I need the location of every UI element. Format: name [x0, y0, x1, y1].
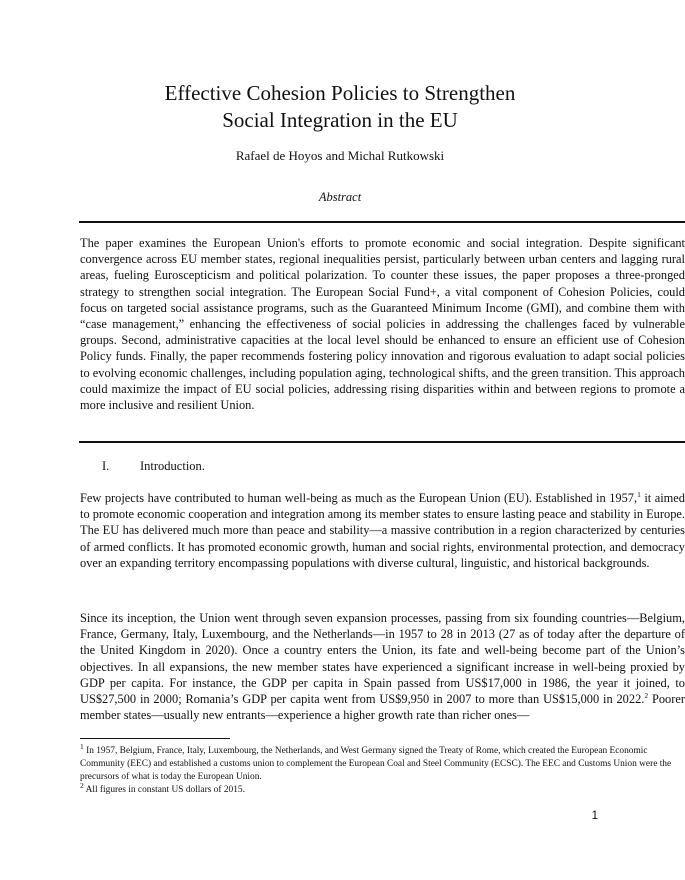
footnote-2-marker: 2 — [80, 780, 84, 790]
title-line-2: Social Integration in the EU — [222, 108, 458, 132]
abstract-heading: Abstract — [318, 190, 362, 204]
section-number: I. — [102, 459, 110, 473]
footnotes — [80, 741, 685, 797]
title-line-1: Effective Cohesion Policies to Strengthen — [164, 81, 516, 105]
paragraph-2-text-b: Poorer member states—usually new entrants—experience a higher growth rate than richer ones— — [80, 692, 685, 723]
footnote-2-text: All figures in constant US dollars of 2015. — [83, 785, 245, 795]
paper-title — [60, 80, 620, 134]
abstract-bottom-rule — [79, 441, 685, 443]
footnote-separator — [80, 738, 230, 739]
footnote-1 — [80, 741, 685, 784]
footnote-2 — [80, 780, 685, 797]
paragraph-1-text-a: Few projects have contributed to human well-being as much as the European Union (EU). Established in 1957, — [80, 491, 638, 505]
paragraph-2 — [80, 610, 685, 723]
section-title: Introduction. — [140, 459, 205, 473]
abstract-text: The paper examines the European Union's efforts to promote economic and social integration. Despite significant convergence across EU member states, regional inequalities persist, particularly between urban centers and lagging rural areas, fueling Euroscepticism and political polarization. To counter these issues, the paper proposes a three-pronged strategy to strengthen social integration. The European Social Fund+, a vital component of Cohesion Policies, could focus on targeted social assistance programs, such as the Guaranteed Minimum Income (GMI), and combine them with “case management,” enhancing the effectiveness of social policies in addressing the challenges faced by vulnerable groups. Second, administrative capacities at the local level should be enhanced to ensure an efficient use of Cohesion Policy funds. Finally, the paper recommends fostering policy innovation and rigorous evaluation to adapt social policies to evolving economic challenges, including population aging, technological shifts, and the green transition. This approach could maximize the impact of EU social policies, addressing rising disparities within and between regions to promote a more inclusive and resilient Union. — [80, 236, 685, 413]
paragraph-1-text-b: it aimed to promote economic cooperation and integration among its member states to ensure lasting peace and stability in Europe. The EU has delivered much more than peace and stability—a massive contribution in a region characterized by centuries of armed conflicts. It has promoted economic growth, human and social rights, environmental protection, and democracy over an expanding territory encompassing populations with diverse cultural, linguistic, and historical backgrounds. — [80, 491, 685, 570]
abstract-top-rule — [79, 221, 685, 223]
paragraph-2-text-a: Since its inception, the Union went through seven expansion processes, passing from six founding countries—Belgium, France, Germany, Italy, Luxembourg, and the Netherlands—in 1957 to 28 in 2013 (27 as of today after the departure of the United Kingdom in 2020). Once a country enters the Union, its fate and well-being become part of the Union’s objectives. In all expansions, the new member states have experienced a significant increase in well-being proxied by GDP per capita. For instance, the GDP per capita in Spain passed from US$17,000 in 1986, the year it joined, to US$27,500 in 2000; Romania’s GDP per capita went from US$9,950 in 2007 to more than US$15,000 in 2022. — [80, 611, 685, 707]
page-number: 1 — [591, 810, 598, 822]
footnote-ref-1: 1 — [637, 489, 641, 499]
paragraph-1 — [80, 490, 685, 571]
footnote-1-marker: 1 — [80, 741, 84, 751]
authors: Rafael de Hoyos and Michal Rutkowski — [235, 148, 445, 163]
footnote-1-text: In 1957, Belgium, France, Italy, Luxembourg, the Netherlands, and West Germany signed the Treaty of Rome, which created the European Economic Community (EEC) and established a customs union to complement the European Coal and Steel Community (ECSC). The EEC and Customs Union were the precursors of what is today the European Union. — [80, 746, 672, 782]
footnote-ref-2: 2 — [644, 690, 649, 700]
